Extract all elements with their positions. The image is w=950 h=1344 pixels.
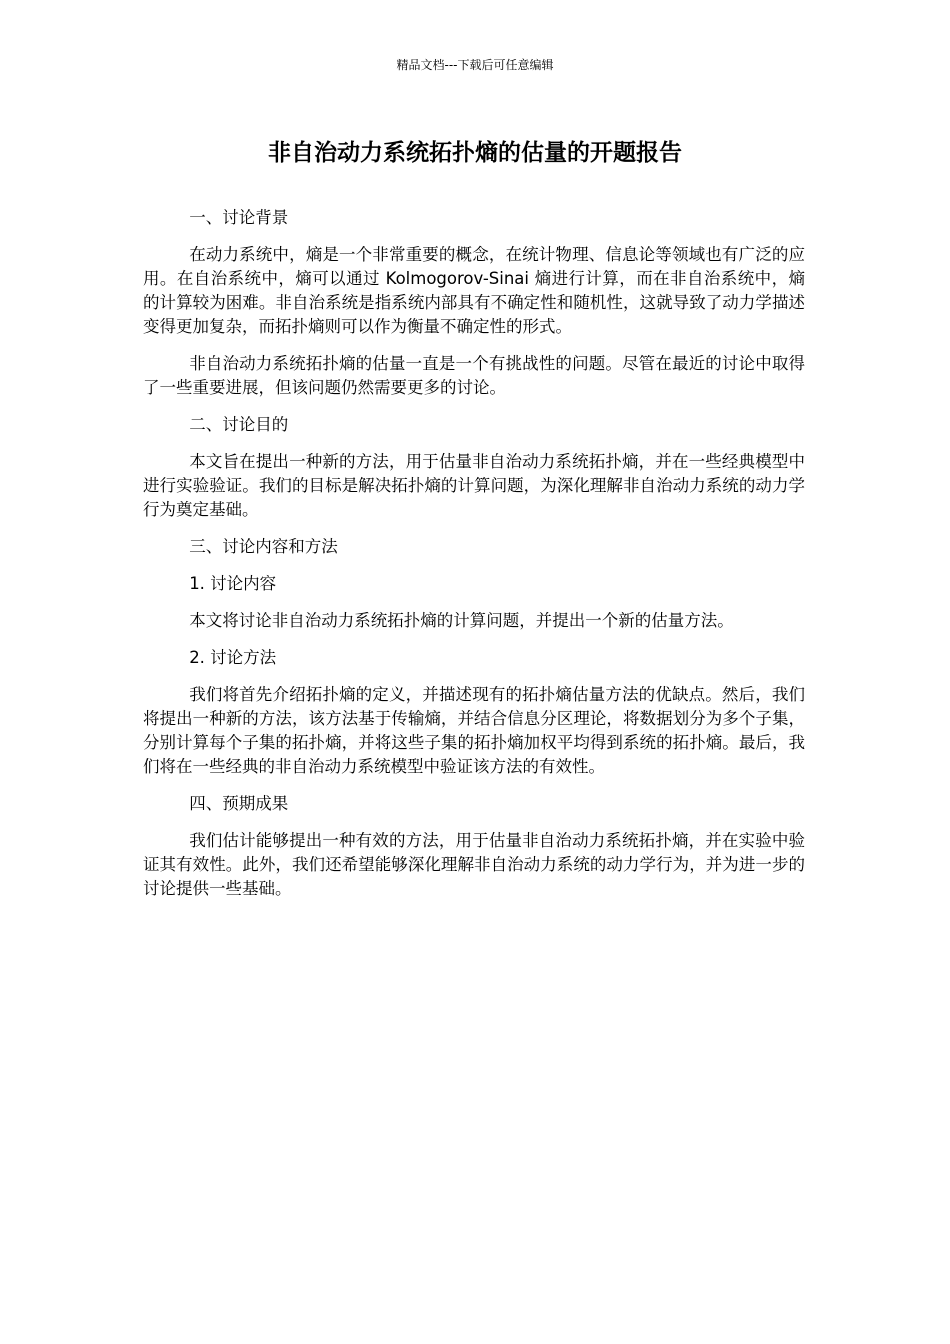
section-heading-expected-results: 四、预期成果: [189, 794, 289, 813]
section-heading-purpose: 二、讨论目的: [189, 415, 289, 434]
paragraph-expected-results: 我们估计能够提出一种有效的方法，用于估量非自治动力系统拓扑熵，并在实验中验证其有效性。此外，我们还希望能够深化理解非自治动力系统的动力学行为，并为进一步的讨论提供一些基础。: [143, 831, 805, 898]
paragraph-method: 我们将首先介绍拓扑熵的定义，并描述现有的拓扑熵估量方法的优缺点。然后，我们将提出一种新的方法，该方法基于传输熵，并结合信息分区理论，将数据划分为多个子集，分别计算每个子集的拓扑熵，并将这些子集的拓扑熵加权平均得到系统的拓扑熵。最后，我们将在一些经典的非自治动力系统模型中验证该方法的有效性。: [143, 685, 805, 776]
subsection-heading-content: 1. 讨论内容: [189, 574, 277, 593]
section-heading-background: 一、讨论背景: [189, 208, 289, 227]
paragraph-purpose: 本文旨在提出一种新的方法，用于估量非自治动力系统拓扑熵，并在一些经典模型中进行实验验证。我们的目标是解决拓扑熵的计算问题，为深化理解非自治动力系统的动力学行为奠定基础。: [143, 452, 805, 519]
header-note: 精品文档---下载后可任意编辑: [396, 58, 554, 72]
document-title: 非自治动力系统拓扑熵的估量的开题报告: [268, 140, 682, 166]
paragraph-background-2: 非自治动力系统拓扑熵的估量一直是一个有挑战性的问题。尽管在最近的讨论中取得了一些重要进展，但该问题仍然需要更多的讨论。: [143, 354, 805, 397]
paragraph-content: 本文将讨论非自治动力系统拓扑熵的计算问题，并提出一个新的估量方法。: [189, 611, 734, 630]
paragraph-background-1: 在动力系统中，熵是一个非常重要的概念，在统计物理、信息论等领域也有广泛的应用。在自治系统中，熵可以通过 Kolmogorov-Sinai 熵进行计算，而在非自治系统中，熵的计算较为困难。非自治系统是指系统内部具有不确定性和随机性，这就导致了动力学描述变得更加复杂，而拓扑熵则可以作为衡量不确定性的形式。: [143, 245, 805, 336]
document-body: [143, 206, 805, 914]
section-heading-content-method: 三、讨论内容和方法: [189, 537, 338, 556]
subsection-heading-method: 2. 讨论方法: [189, 648, 277, 667]
